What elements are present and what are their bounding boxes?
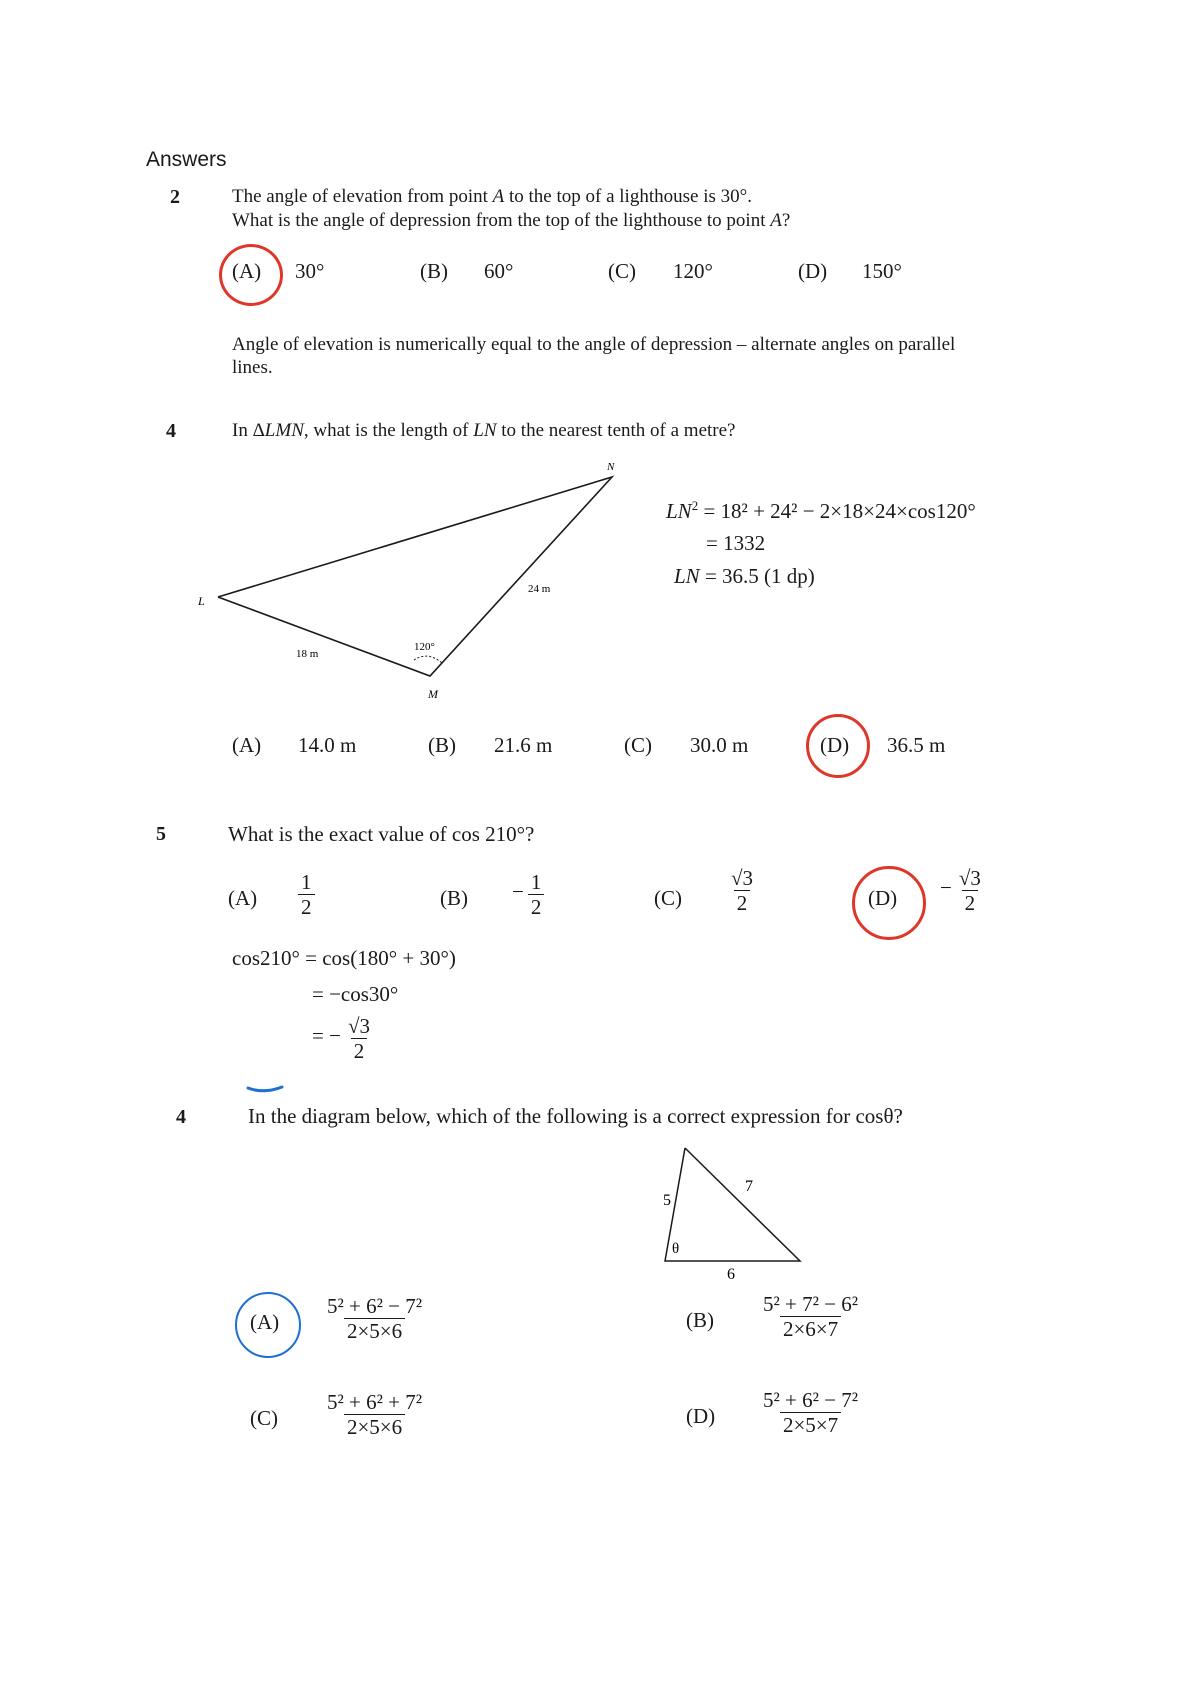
vertex-m-label: M <box>428 687 438 701</box>
question-4b-prompt: In the diagram below, which of the following is a correct expression for cosθ? <box>248 1104 903 1128</box>
q4a-option-a-value: 14.0 m <box>298 733 357 757</box>
q5-working-line1: cos210° = cos(180° + 30°) <box>232 946 456 970</box>
q5-option-a-value: $\frac{1}{2}$ <box>298 870 315 919</box>
q5-option-c-value: $\frac{√3}{2}$ <box>731 866 754 916</box>
q4b-option-a-value: $\frac{\text{5² + 6² − 7²}}{2\times 5\times 6}$ <box>327 1294 423 1344</box>
q4a-option-c-value: 30.0 m <box>690 733 749 757</box>
question-5-number: 5 <box>156 823 166 845</box>
q2-explanation-line1: Angle of elevation is numerically equal to the angle of depression – alternate angles on parallel <box>232 334 956 355</box>
q4b-option-c-value: $\frac{\text{5² + 6² + 7²}}{2\times 5\times 6}$ <box>327 1390 423 1440</box>
q4b-option-d-value: $\frac{\text{5² + 6² − 7²}}{2\times 5\times 7}$ <box>763 1388 859 1438</box>
q4b-option-b-value: $\frac{\text{5² + 7² − 6²}}{2\times 6\times 7}$ <box>763 1292 859 1342</box>
q2-option-c-label[interactable]: (C) <box>608 259 636 283</box>
question-5-prompt: What is the exact value of cos 210°? <box>228 822 535 846</box>
q4a-working-line1: $LN^2 = 18^2 + 24^2 - 2\times 18\times 24\times\cos 120^\circ$ <box>666 498 976 523</box>
q2-option-d-value: 150° <box>862 259 902 283</box>
question-4a-prompt: In ΔLMN, what is the length of LN to the nearest tenth of a metre? <box>232 420 736 441</box>
q4a-option-d-label[interactable]: (D) <box>820 733 850 757</box>
side-mn-label: 24 m <box>528 583 551 595</box>
side-7-label: 7 <box>745 1178 753 1195</box>
q5-option-d-label[interactable]: (D) <box>868 886 898 910</box>
q2-explanation-line2: lines. <box>232 357 273 378</box>
q4a-working-line2: = 1332 <box>706 531 766 555</box>
angle-theta-label: θ <box>672 1241 680 1257</box>
q2-option-d-label[interactable]: (D) <box>798 259 828 283</box>
q4b-option-a-label[interactable]: (A) <box>250 1310 280 1334</box>
q2-option-b-value: 60° <box>484 259 514 283</box>
q2-option-a-label[interactable]: (A) <box>232 259 262 283</box>
q2-option-a-value: 30° <box>295 259 325 283</box>
question-4b-number: 4 <box>176 1106 186 1128</box>
q2-option-c-value: 120° <box>673 259 713 283</box>
q5-option-a-label[interactable]: (A) <box>228 886 258 910</box>
side-5-label: 5 <box>663 1192 671 1209</box>
vertex-n-label: N <box>607 461 615 473</box>
blue-pen-mark <box>246 1084 286 1096</box>
side-6-label: 6 <box>727 1266 735 1280</box>
triangle-theta-diagram <box>645 1145 825 1280</box>
q5-option-b-value: − $\frac{1}{2}$ <box>512 870 544 919</box>
q4a-option-c-label[interactable]: (C) <box>624 733 652 757</box>
q5-option-d-value: − $\frac{√3}{2}$ <box>940 866 981 916</box>
q4a-option-a-label[interactable]: (A) <box>232 733 262 757</box>
q4a-working-line3: LN = 36.5 (1 dp) <box>674 564 815 588</box>
vertex-l-label: L <box>198 594 205 608</box>
q4b-option-c-label[interactable]: (C) <box>250 1406 278 1430</box>
q5-option-b-label[interactable]: (B) <box>440 886 468 910</box>
q5-option-c-label[interactable]: (C) <box>654 886 682 910</box>
q4a-option-b-label[interactable]: (B) <box>428 733 456 757</box>
q4a-option-d-value: 36.5 m <box>887 733 946 757</box>
triangle-theta-outline <box>665 1148 800 1261</box>
angle-m-label: 120° <box>414 641 435 653</box>
question-2-line1: The angle of elevation from point A to the top of a lighthouse is 30°. <box>232 186 752 207</box>
page-heading: Answers <box>146 148 227 171</box>
q2-option-b-label[interactable]: (B) <box>420 259 448 283</box>
question-2-number: 2 <box>170 186 180 208</box>
q5-working-line2: = −cos30° <box>312 982 399 1006</box>
triangle-lmn-diagram <box>180 455 650 715</box>
question-2-line2: What is the angle of depression from the top of the lighthouse to point A? <box>232 210 791 231</box>
question-4a-number: 4 <box>166 420 176 442</box>
q4b-option-b-label[interactable]: (B) <box>686 1308 714 1332</box>
q4a-option-b-value: 21.6 m <box>494 733 553 757</box>
q4b-option-d-label[interactable]: (D) <box>686 1404 716 1428</box>
side-lm-label: 18 m <box>296 648 319 660</box>
q5-working-line3: = − $\frac{√3}{2}$ <box>312 1014 370 1064</box>
angle-m-arc <box>414 656 442 663</box>
